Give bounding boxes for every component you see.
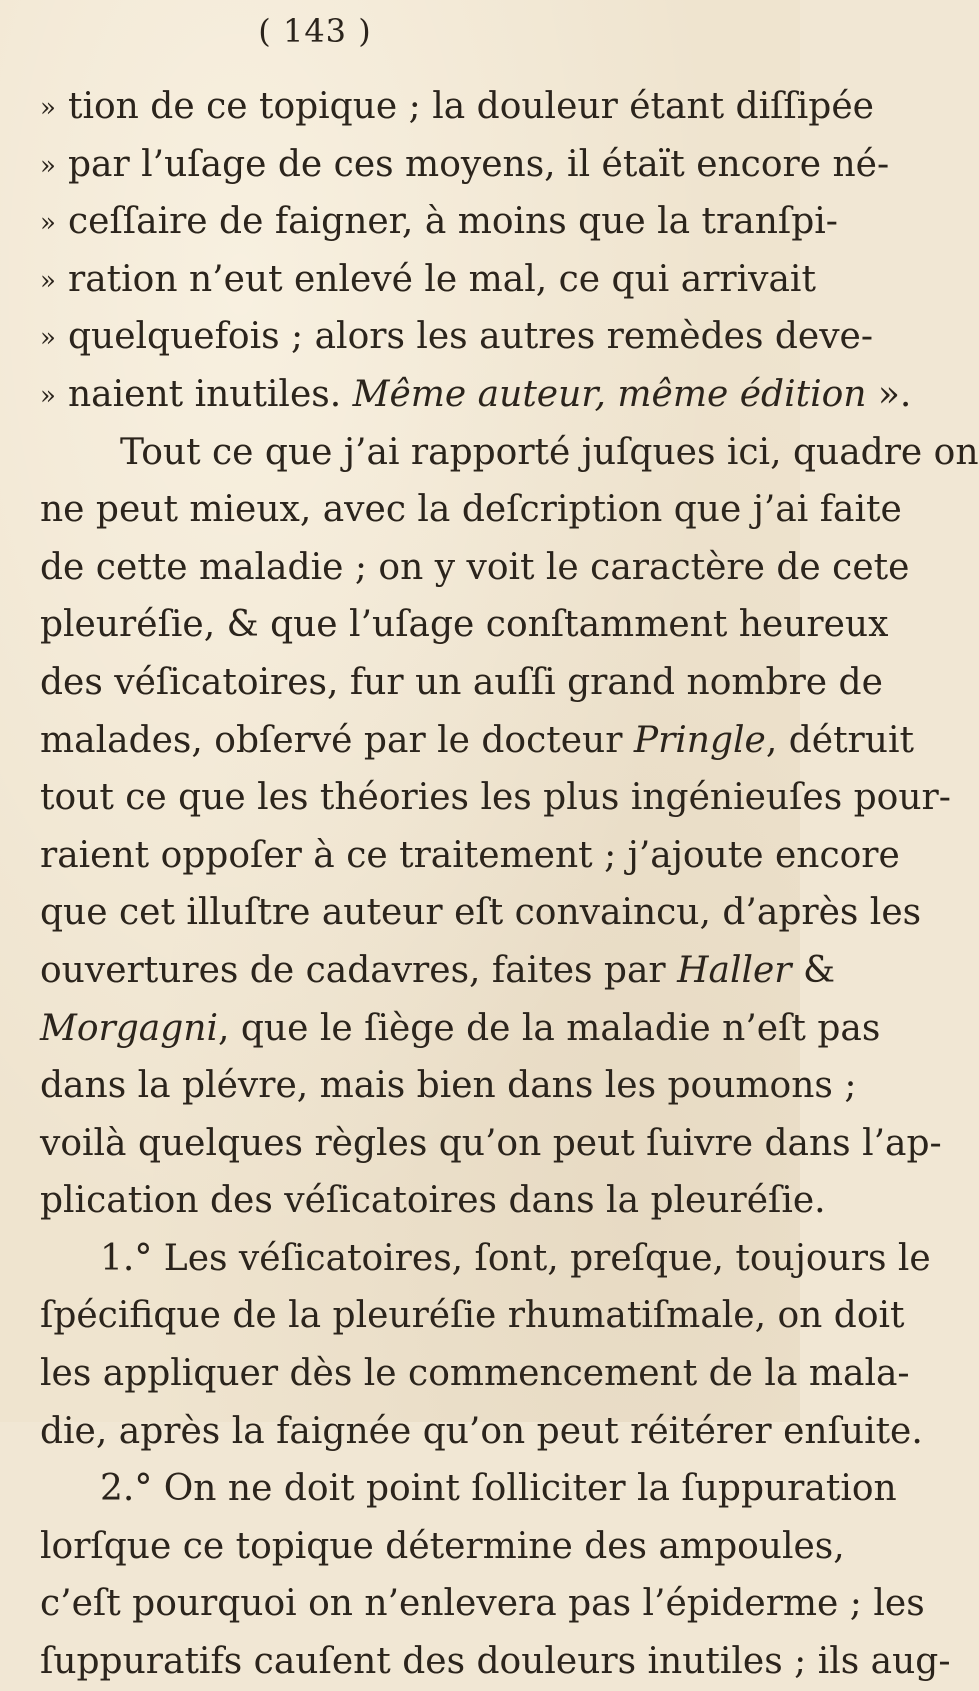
text-line: » par l’uſage de ces moyens, il étaït encore né- [40,136,780,194]
page-number: ( 143 ) [258,12,372,50]
quote-mark: » [40,150,56,181]
text-line: de cette maladie ; on y voit le caractère de cete [40,546,910,588]
text-line: die, après la faignée qu’on peut réitérer enſuite. [40,1410,923,1452]
text-line: que cet illuſtre auteur eſt convaincu, d’après les [40,892,922,934]
text-line: ne peut mieux, avec la deſcription que j’ai faite [40,489,902,531]
quote-mark: » [40,380,56,411]
text-line: ſpécifique de la pleuréſie rhumatiſmale, on doit [40,1295,905,1337]
text-line: raient oppoſer à ce traitement ; j’ajoute encore [40,834,900,876]
numbered-item-1: 1.° Les véſicatoires, ſont, preſque, toujours le [100,1237,931,1279]
text-line: ſuppuratifs cauſent des douleurs inutiles ; ils aug- [40,1641,951,1683]
text-line: des véſicatoires, fur un auſſi grand nombre de [40,661,883,703]
text-line: c’eſt pourquoi on n’enlevera pas l’épiderme ; les [40,1583,925,1625]
numbered-item-2: 2.° On ne doit point ſolliciter la ſuppuration [100,1468,897,1510]
author-name: Haller [677,949,792,991]
text-line: tout ce que les théories les plus ingénieuſes pour- [40,777,951,819]
quote-mark: » [40,208,56,239]
paragraph-start: Tout ce que j’ai rapporté juſques ici, quadre on [120,431,979,473]
body-text [40,78,979,1691]
quote-mark: » [40,265,56,296]
text-line: les appliquer dès le commencement de la mala- [40,1353,910,1395]
text-line: » tion de ce topique ; la douleur étant diſſipée [40,78,780,136]
text-line: lorſque ce topique détermine des ampoules, [40,1525,845,1567]
text-line: voilà quelques règles qu’on peut ſuivre dans l’ap- [40,1122,942,1164]
author-name: Morgagni [40,1007,218,1049]
text-line: dans la plévre, mais bien dans les poumons ; [40,1065,857,1107]
text-line: ouvertures de cadavres, faites par Haller & [40,949,835,991]
text-line: » ceſſaire de faigner, à moins que la tranſpi- [40,193,780,251]
text-line: Morgagni, que le ſiège de la maladie n’eſt pas [40,1007,881,1049]
author-name: Pringle [633,719,766,761]
text-line: » ration n’eut enlevé le mal, ce qui arrivait [40,251,780,309]
quote-mark: » [40,323,56,354]
citation: Même auteur, même édition [352,373,867,415]
text-line: pleuréſie, & que l’uſage conſtamment heureux [40,604,889,646]
text-line: » quelquefois ; alors les autres remèdes deve- [40,308,780,366]
text-line: » naient inutiles. Même auteur, même édition ». [40,366,780,424]
quote-mark: » [40,93,56,123]
text-line: malades, obſervé par le docteur Pringle, détruit [40,719,914,761]
text-line: plication des véſicatoires dans la pleuréſie. [40,1180,826,1222]
